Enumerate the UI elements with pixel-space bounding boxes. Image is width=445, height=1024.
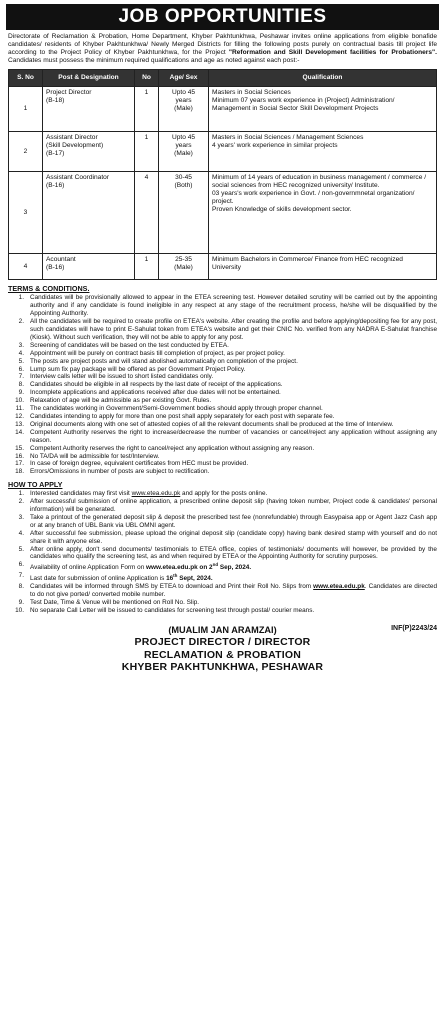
list-item <box>8 490 437 498</box>
item-number: 18. <box>15 468 24 476</box>
how-to-apply-heading: HOW TO APPLY <box>8 480 63 490</box>
col-sno: S. No <box>9 70 43 87</box>
item-number: 11. <box>15 405 24 413</box>
item-number: 4. <box>18 349 24 357</box>
signatory-title: PROJECT DIRECTOR / DIRECTOR <box>134 636 311 649</box>
table-row <box>9 254 437 280</box>
list-item <box>8 583 437 599</box>
age-range: Upto 45 <box>171 89 196 97</box>
inf-reference: INF(P)2243/24 <box>391 625 437 633</box>
list-item <box>8 381 437 389</box>
item-number: 15. <box>15 444 24 452</box>
item-number: 6. <box>18 365 24 373</box>
item-number: 8. <box>18 381 24 389</box>
list-item <box>8 572 437 583</box>
list-item <box>8 366 437 374</box>
item-number: 8. <box>18 583 24 591</box>
item-text: After online apply, don't send documents/ testimonials to ETEA office, copies of testimonials/ documents will however, be provided by the candidates who qualify the screening test, as and when required by ETEA or the Appointing Authority for scrutiny purposes. <box>30 545 437 561</box>
cell-qualification <box>209 87 437 132</box>
post-title: Project Director <box>46 89 92 97</box>
qualification-line: Minimum of 14 years of education in business management / commerce / social sciences from HEC recognized university/ Institute. <box>212 174 427 190</box>
col-post: Post & Designation <box>43 70 135 87</box>
item-number: 9. <box>18 389 24 397</box>
cell-age <box>159 87 209 132</box>
list-item <box>8 445 437 453</box>
item-text: Relaxation of age will be admissible as per existing Govt. Rules. <box>30 397 212 405</box>
item-text: Interview calls letter will be issued to short listed candidates only. <box>30 373 214 381</box>
table-header-row <box>9 70 437 87</box>
cell-sno: 1 <box>9 87 43 132</box>
qualification-line: Minimum Bachelors in Commerce/ Finance from HEC recognized University <box>212 256 403 272</box>
item-number: 5. <box>18 545 24 553</box>
etea-link[interactable]: www.etea.edu.pk <box>131 490 181 498</box>
item-text: and apply for the posts online. <box>180 490 268 498</box>
post-grade: (Skill Development) <box>46 142 104 150</box>
item-number: 1. <box>18 294 24 302</box>
post-grade: (B-16) <box>46 264 65 272</box>
signatory-office: RECLAMATION & PROBATION <box>143 648 302 661</box>
item-number: 9. <box>18 599 24 607</box>
signatory-location: KHYBER PAKHTUNKHWA, PESHAWAR <box>121 661 324 674</box>
item-text: Test Date, Time & Venue will be mentioned on Roll No. Slip. <box>30 599 200 607</box>
sex: (Male) <box>174 105 193 113</box>
item-number: 17. <box>15 460 24 468</box>
item-number: 7. <box>18 572 24 580</box>
cell-age <box>159 132 209 172</box>
col-qualification: Qualification <box>209 70 437 87</box>
item-text: Candidates will be informed through SMS by ETEA to download and Print their Roll No. Slips from <box>30 583 314 591</box>
qualification-line: 4 years' work experience in similar projects <box>212 142 338 150</box>
list-item <box>8 514 437 530</box>
cell-age <box>159 172 209 254</box>
item-text: No separate Call Letter will be issued to candidates for screening test through postal/ courier means. <box>30 607 315 615</box>
item-text: Candidates will be provisionally allowed to appear in the ETEA screening test. However detailed scrutiny will be carried out by the appointing authority and if any candidate is found ineligible in any respect at any stage of the recruitment process, he/she will be disqualified by the Appointing Authority. <box>30 294 437 318</box>
item-text: The posts are project posts and will stand abolished automatically on completion of the project. <box>30 357 298 365</box>
list-item <box>8 389 437 397</box>
qualification-line: Masters in Social Sciences <box>212 89 291 97</box>
item-number: 3. <box>18 513 24 521</box>
cell-sno: 3 <box>9 172 43 254</box>
list-item <box>8 530 437 546</box>
terms-heading: TERMS & CONDITIONS. <box>8 284 90 294</box>
intro-paragraph <box>8 33 437 65</box>
post-grade-2: (B-17) <box>46 150 65 158</box>
item-number: 13. <box>15 420 24 428</box>
project-name: "Reformation and Skill Development facilities for Probationers". <box>228 49 437 57</box>
cell-post <box>43 87 135 132</box>
list-item <box>8 561 437 572</box>
item-number: 4. <box>18 529 24 537</box>
terms-list <box>8 294 437 476</box>
last-date-end: Sept, 2024. <box>177 575 213 583</box>
post-title: Assistant Director <box>46 134 98 142</box>
date-suffix: th <box>173 573 178 579</box>
cell-age <box>159 254 209 280</box>
cell-no: 4 <box>135 172 159 254</box>
table-row <box>9 132 437 172</box>
list-item <box>8 413 437 421</box>
date-suffix: nd <box>212 562 219 568</box>
item-number: 10. <box>15 607 24 615</box>
list-item <box>8 397 437 405</box>
item-text: Availability of online Application Form on <box>30 564 147 572</box>
list-item <box>8 460 437 468</box>
age-unit: years <box>175 97 192 105</box>
page-title: JOB OPPORTUNITIES <box>6 4 439 30</box>
item-text: Screening of candidates will be based on the test conducted by ETEA. <box>30 341 229 349</box>
cell-post <box>43 132 135 172</box>
item-text: Interested candidates may first visit <box>30 490 132 498</box>
cell-sno: 4 <box>9 254 43 280</box>
item-text: Errors/Omissions in number of posts are subject to rectification. <box>30 468 210 476</box>
item-text: Incomplete applications and applications received after due dates will not be entertained. <box>30 389 281 397</box>
item-number: 3. <box>18 341 24 349</box>
item-text: In case of foreign degree, equivalent certificates from HEC must be provided. <box>30 460 249 468</box>
list-item <box>8 429 437 445</box>
col-age: Age/ Sex <box>159 70 209 87</box>
list-item <box>8 294 437 318</box>
list-item <box>8 358 437 366</box>
list-item <box>8 607 437 615</box>
table-row <box>9 87 437 132</box>
list-item <box>8 546 437 562</box>
post-grade: (B-16) <box>46 182 65 190</box>
sex: (Male) <box>174 150 193 158</box>
list-item <box>8 350 437 358</box>
item-number: 6. <box>18 561 24 569</box>
item-text: Last date for submission of online Application is <box>30 575 167 583</box>
cell-qualification <box>209 172 437 254</box>
item-text: . Candidates are directed to do not give ported/ converted mobile number. <box>30 583 438 599</box>
item-text: After successful submission of online application, a prescribed online deposit slip (having token number, Project code & candidates' personal information) will be generated. <box>30 498 437 514</box>
last-date: 16 <box>166 575 174 583</box>
etea-link[interactable]: www.etea.edu.pk <box>313 583 365 591</box>
item-text: All the candidates will be required to create profile on ETEA's website. After creating the profile and before applying/depositing fee for any post, such candidates will have to print E-Sahulat token from ETEA's website and get their CNIC No. verified from any NADRA E-Sahulat franchise (Kiosk). Without such verification, they will not be able to apply for any post. <box>30 318 437 341</box>
item-number: 7. <box>18 373 24 381</box>
list-item <box>8 453 437 461</box>
cell-no: 1 <box>135 132 159 172</box>
list-item <box>8 498 437 514</box>
post-grade: (B-18) <box>46 97 65 105</box>
item-text: Candidates intending to apply for more than one post shall apply separately for each post with separate fee. <box>30 412 335 420</box>
how-to-apply-list <box>8 490 437 615</box>
age-range: 25-35 <box>175 256 192 264</box>
list-item <box>8 342 437 350</box>
cell-post <box>43 254 135 280</box>
item-text: No TA/DA will be admissible for test/Interview. <box>30 452 160 460</box>
cell-sno: 2 <box>9 132 43 172</box>
cell-no: 1 <box>135 87 159 132</box>
qualification-line: Minimum 07 years work experience in (Project) Administration/ Management in Social Sector Skill Development Projects <box>212 97 395 113</box>
list-item <box>8 318 437 342</box>
post-title: Assistant Coordinator <box>46 174 110 182</box>
sex: (Male) <box>174 264 193 272</box>
intro-text-2: Candidates must possess the minimum required qualifications and age as noted against each post:- <box>8 57 300 65</box>
intro-text: Directorate of Reclamation & Probation, Home Department, Khyber Pakhtunkhwa, Peshawar invites online applications from eligible bonafide candidates/ residents of Khyber Pakhtunkhwa/ Newly Merged Districts for filling the following posts purely on contractual basis till project life according to the Project Policy of Khyber Pakhtunkhwa, for the Project <box>8 33 437 57</box>
item-text: Competent Authority reserves the right to increase/decrease the number of vacancies or cancel/reject any application without assigning any reason. <box>30 428 437 444</box>
list-item <box>8 599 437 607</box>
item-number: 5. <box>18 357 24 365</box>
post-title: Acountant <box>46 256 76 264</box>
availability-date-end: Sep, 2024. <box>218 564 252 572</box>
item-number: 16. <box>15 452 24 460</box>
list-item <box>8 405 437 413</box>
signature-block <box>8 625 437 674</box>
item-number: 2. <box>18 498 24 506</box>
item-text: Original documents along with one set of attested copies of all the relevant documents shall be produced at the time of Interview. <box>30 420 394 428</box>
age-range: 30-45 <box>175 174 192 182</box>
cell-qualification <box>209 132 437 172</box>
list-item <box>8 468 437 476</box>
item-number: 2. <box>18 318 24 326</box>
item-text: The candidates working in Government/Semi-Government bodies should apply through proper channel. <box>30 405 323 413</box>
item-text: Lump sum fix pay package will be offered as per Government Project Policy. <box>30 365 246 373</box>
item-text: After successful fee submission, please upload the original deposit slip (candidate copy) having bank desired stamp with yourself and do not share it with anyone else. <box>30 529 437 545</box>
item-text: Take a printout of the generated deposit slip & deposit the prescribed test fee (nonrefundable) through Easypaisa app or Agent Jazz Cash app or at any branch of UBL Bank via UBL OMNI agent. <box>30 513 437 529</box>
cell-qualification <box>209 254 437 280</box>
item-number: 12. <box>15 412 24 420</box>
list-item <box>8 421 437 429</box>
item-text: Appointment will be purely on contract basis till completion of project, as per project policy. <box>30 349 285 357</box>
list-item <box>8 373 437 381</box>
cell-post <box>43 172 135 254</box>
age-unit: years <box>175 142 192 150</box>
table-row <box>9 172 437 254</box>
item-number: 10. <box>15 397 24 405</box>
posts-table <box>8 69 437 280</box>
qualification-line: Proven Knowledge of skills development sector. <box>212 206 352 214</box>
item-number: 14. <box>15 428 24 436</box>
sex: (Both) <box>174 182 193 190</box>
qualification-line: Masters in Social Sciences / Management Sciences <box>212 134 364 142</box>
age-range: Upto 45 <box>171 134 196 142</box>
item-number: 1. <box>18 490 24 498</box>
item-text: Candidates should be eligible in all respects by the last date of receipt of the applications. <box>30 381 283 389</box>
signatory-name: (MUALIM JAN ARAMZAI) <box>168 625 277 636</box>
col-no: No <box>135 70 159 87</box>
availability-date: www.etea.edu.pk on 2 <box>146 564 213 572</box>
qualification-line: 03 years's work experience in Govt. / non-governmnetal organization/ project. <box>212 190 415 206</box>
cell-no: 1 <box>135 254 159 280</box>
item-text: Competent Authority reserves the right to cancel/reject any application without assigning any reason. <box>30 444 315 452</box>
